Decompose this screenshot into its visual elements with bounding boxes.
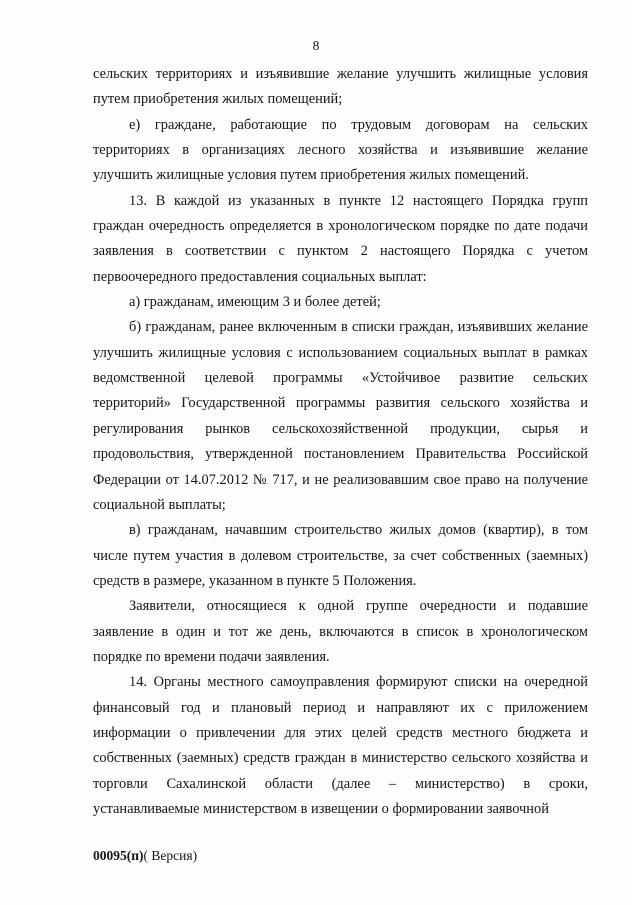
- document-code: 00095(п): [93, 848, 144, 863]
- paragraph-item-e: е) граждане, работающие по трудовым договорам на сельских территориях в организациях лесного хозяйства и изъявившие желание улучшить жилищные условия путем приобретения жилых помещений.: [93, 116, 588, 184]
- paragraph-item-b: б) гражданам, ранее включенным в списки граждан, изъявивших желание улучшить жилищные условия с использованием социальных выплат в рамках ведомственной целевой программы «Устойчивое развитие сельских территорий» Государственной программы развития сельского хозяйства и регулирования рынков сельскохозяйственной продукции, сырья и продовольствия, утвержденной постановлением Правительства Российской Федерации от 14.07.2012 № 717, и не реализовавшим свое право на получение социальной выплаты;: [93, 319, 588, 513]
- document-version: ( Версия): [143, 848, 198, 863]
- paragraph-applicants: Заявители, относящиеся к одной группе очередности и подавшие заявление в один и тот же день, включаются в список в хронологическом порядке по времени подачи заявления.: [93, 598, 588, 665]
- paragraph-13: 13. В каждой из указанных в пункте 12 настоящего Порядка групп граждан очередность определяется в хронологическом порядке по дате подачи заявления в соответствии с пунктом 2 настоящего Порядка с учетом первоочередного предоставления социальных выплат:: [93, 192, 588, 285]
- paragraph-item-a: а) гражданам, имеющим 3 и более детей;: [129, 294, 381, 311]
- paragraph-item-v: в) гражданам, начавшим строительство жилых домов (квартир), в том числе путем участия в долевом строительстве, за счет собственных (заемных) средств в размере, указанном в пункте 5 Положения.: [93, 522, 588, 589]
- page-number: 8: [312, 38, 320, 53]
- paragraph-14: 14. Органы местного самоуправления формируют списки на очередной финансовый год и плановый период и направляют их с приложением информации о привлечении для этих целей средств местного бюджета и собственных (заемных) средств граждан в министерство сельского хозяйства и торговли Сахалинской области (далее – министерство) в сроки, устанавливаемые министерством в извещении о формировании заявочной: [93, 674, 588, 817]
- paragraph-continuation: сельских территориях и изъявившие желание улучшить жилищные условия путем приобретения жилых помещений;: [93, 66, 588, 108]
- document-body: [93, 62, 588, 822]
- document-footer: [93, 848, 197, 864]
